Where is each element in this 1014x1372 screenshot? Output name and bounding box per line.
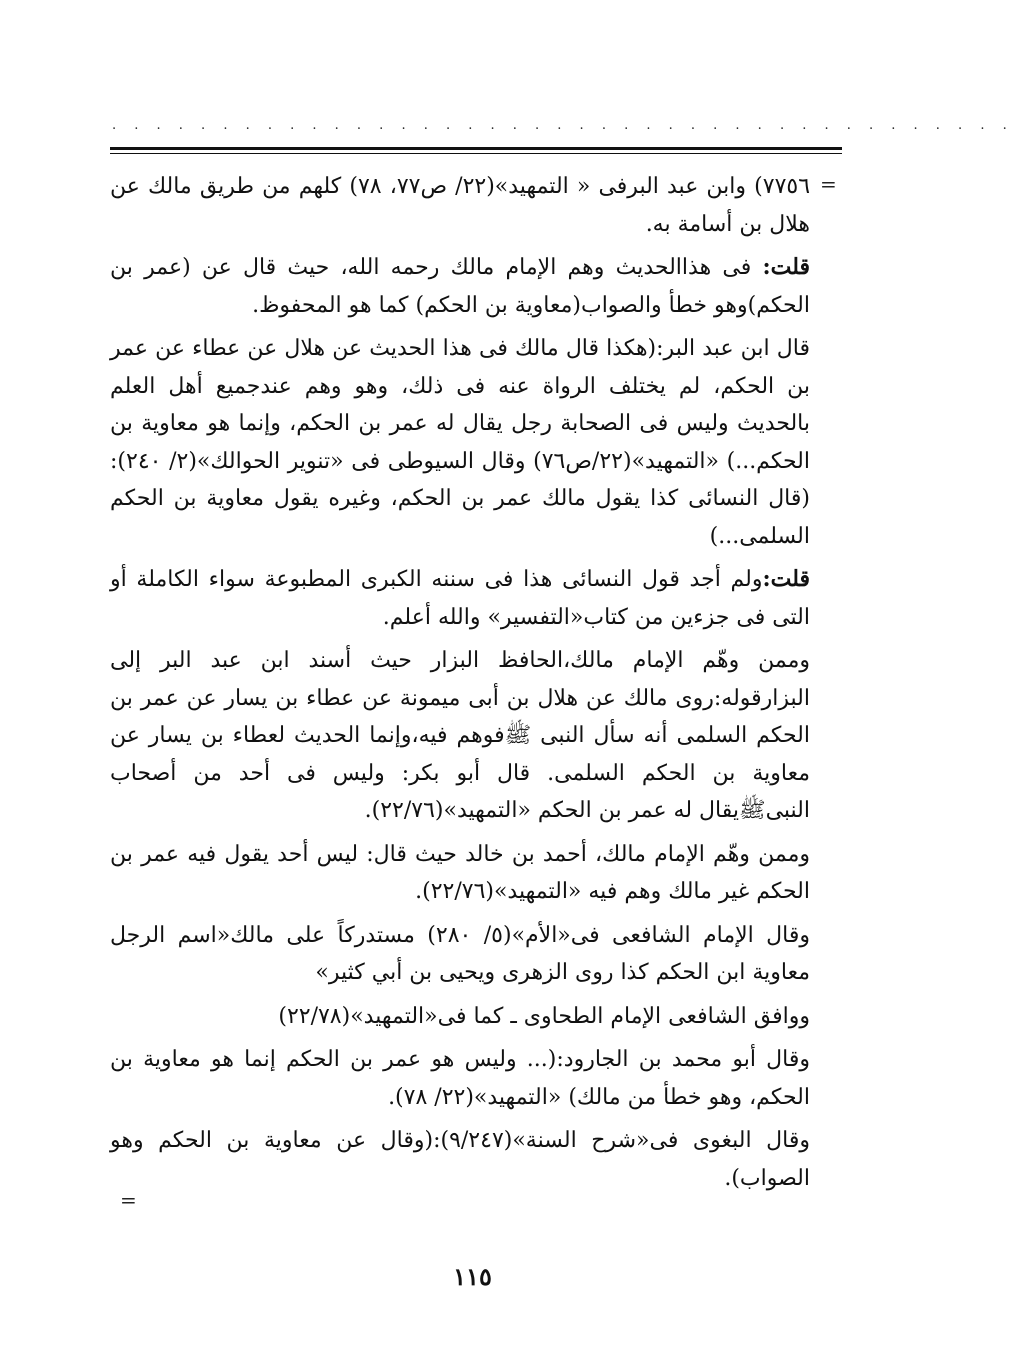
paragraph: قلت: فى هذاالحديث وهم الإمام مالك رحمه الله، حيث قال عن (عمر بن الحكم)وهو خطأ والصواب(معاوية بن الحكم) كما هو المحفوظ. xyxy=(110,254,810,318)
qultu-label: قلت: xyxy=(762,254,810,280)
paragraph: قال ابن عبد البر:(هكذا قال مالك فى هذا الحديث عن هلال عن عطاء عن عمر بن الحكم، لم يختلف الرواة عنه فى ذلك، وهو وهم عندجميع أهل العلم بالحديث وليس فى الصحابة رجل يقال له عمر بن الحكم، وإنما هو معاوية بن الحكم...) «التمهيد»(٢٢/ص٧٦) وقال السيوطى فى «تنوير الحوالك»(٢/ ٢٤٠):(قال النسائى كذا يقول مالك عمر بن الحكم، وغيره يقول معاوية بن الحكم السلمى...) xyxy=(110,336,810,549)
header-rule-thick xyxy=(110,147,842,150)
paragraph: وقال البغوى فى«شرح السنة»(٩/٢٤٧):(وقال عن معاوية بن الحكم وهو الصواب). xyxy=(110,1128,810,1191)
header-dotted-line: . . . . . . . . . . . . . . . . . . . . . . . . . . . . . . . . . . . . . . . . . xyxy=(112,118,1014,133)
page-number: ١١٥ xyxy=(453,1262,492,1291)
header-rule-thin xyxy=(110,153,842,154)
continuation-marker-top: = xyxy=(820,172,837,196)
paragraph: وممن وهّم الإمام مالك،الحافظ البزار حيث أسند ابن عبد البر إلى البزارقوله:روى مالك عن هلال بن أبى ميمونة عن عطاء بن يسار عن عمر بن الحكم السلمى أنه سأل النبى ﷺفوهم فيه،وإنما الحديث لعطاء بن يسار عن معاوية بن الحكم السلمى. قال أبو بكر: وليس فى أحد من أصحاب النبىﷺيقال له عمر بن الحكم «التمهيد»(٢٢/٧٦). xyxy=(110,648,810,823)
footnote-body xyxy=(110,168,810,1203)
paragraph: ووافق الشافعى الإمام الطحاوى ـ كما فى«التمهيد»(٢٢/٧٨) xyxy=(278,1003,810,1029)
paragraph: قلت:ولم أجد قول النسائى هذا فى سننه الكبرى المطبوعة سواء الكاملة أو التى فى جزءين من كتاب«التفسير» والله أعلم. xyxy=(110,566,810,630)
continuation-marker-bottom: = xyxy=(120,1188,137,1212)
paragraph: وقال الإمام الشافعى فى«الأم»(٥/ ٢٨٠) مستدركاً على مالك«اسم الرجل معاوية ابن الحكم كذا روى الزهرى ويحيى بن أبي كثير» xyxy=(110,922,811,985)
paragraph: وقال أبو محمد بن الجارود:(... وليس هو عمر بن الحكم إنما هو معاوية بن الحكم، وهو خطأ من مالك) «التمهيد»(٢٢/ ٧٨). xyxy=(110,1047,810,1110)
paragraph: وممن وهّم الإمام مالك، أحمد بن خالد حيث قال: ليس أحد يقول فيه عمر بن الحكم غير مالك وهم فيه «التمهيد»(٢٢/٧٦). xyxy=(110,841,810,904)
qultu-label: قلت: xyxy=(762,566,810,592)
paragraph: ٧٧٥٦) وابن عبد البرفى « التمهيد»(٢٢/ ص٧٧، ٧٨) كلهم من طريق مالك عن هلال بن أسامة به. xyxy=(110,174,811,237)
